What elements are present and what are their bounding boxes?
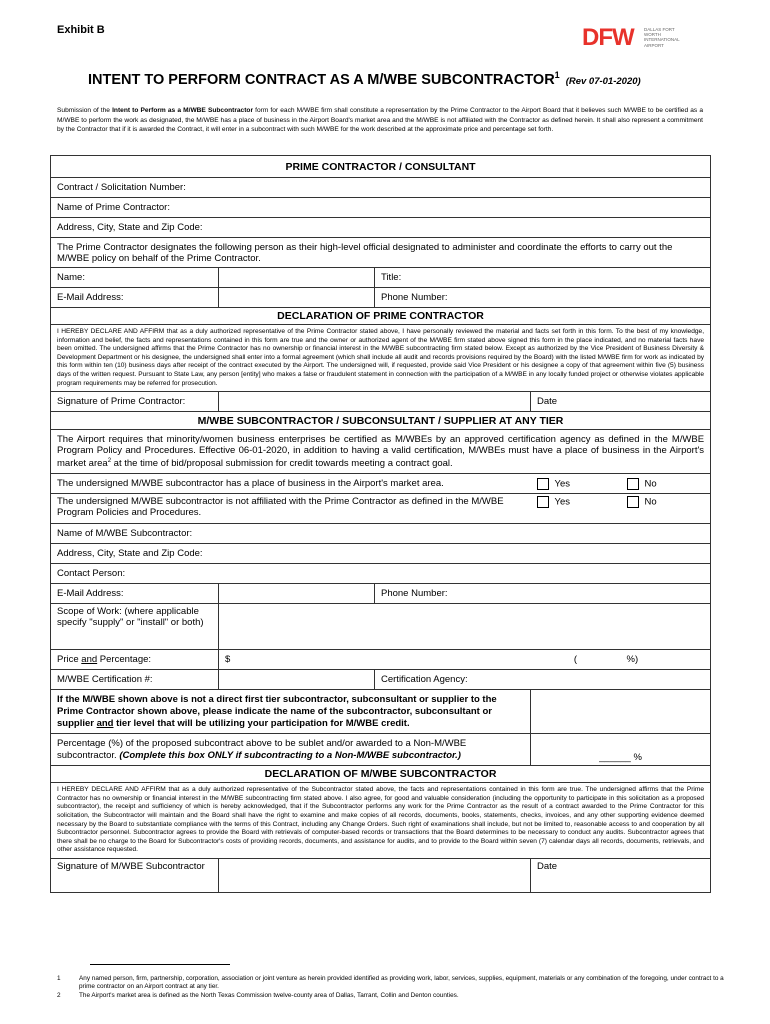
price-label-and: and <box>81 654 98 666</box>
official-title-field[interactable] <box>375 268 711 288</box>
logo-letters: DFW <box>582 24 634 51</box>
cert-number-label: M/WBE Certification #: <box>51 670 219 690</box>
market-yes-label: Yes <box>554 478 570 490</box>
scope-of-work-label: Scope of Work: (where applicable specify "supply" or "install" or both) <box>51 604 219 650</box>
prime-address-label: Address, City, State and Zip Code: <box>57 222 203 233</box>
market-no-checkbox[interactable] <box>627 478 639 490</box>
intro-rest: form for each M/WBE firm shall constitute a representation by the Prime Contractor to the Airport Board that it believes such M/WBE to be certified as a M/WBE to perform the work as designated, the M/WBE has a place of business in the Airport Board's market area and the M/WBE is not affiliated with the Contractor as defined herein. It shall also represent a commitment by the Contractor that if it is awarded the Contract, it will enter in a subcontract with such M/WBE for the work described at the approximate price and percentage set forth. <box>57 107 703 133</box>
market-area-question: The undersigned M/WBE subcontractor has a place of business in the Airport's market area. <box>51 474 531 494</box>
sub-address-field[interactable] <box>51 544 711 564</box>
sub-date-field[interactable] <box>531 858 711 892</box>
contract-number-label: Contract / Solicitation Number: <box>57 182 186 193</box>
affiliation-no[interactable] <box>621 494 711 524</box>
cert-agency-label: Certification Agency: <box>381 674 468 686</box>
percentage-open: ( <box>531 650 621 670</box>
intro-paragraph <box>57 106 703 135</box>
prime-name-field[interactable] <box>51 198 711 218</box>
market-area-yes[interactable] <box>531 474 621 494</box>
sublet-percentage-input[interactable] <box>531 734 711 766</box>
cert-number-input[interactable] <box>219 670 375 690</box>
affiliation-yes[interactable] <box>531 494 621 524</box>
tier-text-a: If the M/WBE shown above is not a direct first tier subcontractor, subconsultant or supplier to the Prime Contractor shown above, please indicate the name of the subcontractor, subconsultant or supplier <box>57 693 497 729</box>
designation-text: The Prime Contractor designates the following person as their high-level official designated to administer and coordinate the efforts to carry out the M/WBE policy on behalf of the Prime Contractor. <box>51 238 711 268</box>
prime-signature-input[interactable] <box>219 392 531 412</box>
prime-declaration-heading: DECLARATION OF PRIME CONTRACTOR <box>51 308 711 325</box>
sub-name-field[interactable] <box>51 524 711 544</box>
prime-date-field[interactable] <box>531 392 711 412</box>
prime-section-heading: PRIME CONTRACTOR / CONSULTANT <box>51 156 711 178</box>
sub-phone-label: Phone Number: <box>381 588 448 600</box>
prime-date-label: Date <box>537 396 558 408</box>
sublet-note: (Complete this box ONLY if subcontracting to a Non-M/WBE subcontractor.) <box>119 749 461 761</box>
tier-text-and: and <box>96 717 114 729</box>
sub-phone-field[interactable] <box>375 584 711 604</box>
official-name-input[interactable] <box>219 268 375 288</box>
scope-of-work-input[interactable] <box>219 604 711 650</box>
prime-phone-label: Phone Number: <box>381 292 448 303</box>
contact-person-field[interactable] <box>51 564 711 584</box>
tier-level-question <box>51 690 531 734</box>
tier-text-b: tier level that will be utilizing your participation for M/WBE credit. <box>113 717 410 729</box>
sub-declaration-heading: DECLARATION OF M/WBE SUBCONTRACTOR <box>51 766 711 783</box>
exhibit-label: Exhibit B <box>57 24 105 36</box>
footnote-1-number: 1 <box>57 975 61 982</box>
affiliation-yes-checkbox[interactable] <box>537 496 549 508</box>
sub-signature-input[interactable] <box>219 858 531 892</box>
form-title-text: INTENT TO PERFORM CONTRACT AS A M/WBE SUBCONTRACTOR <box>88 71 555 88</box>
footnote-2-text: The Airport's market area is defined as the North Texas Commission twelve-county area of Dallas, Tarrant, Collin and Denton counties. <box>79 992 459 999</box>
footnote-divider <box>90 964 230 965</box>
affiliation-question: The undersigned M/WBE subcontractor is not affiliated with the Prime Contractor as defined in the M/WBE Program Policies and Procedures. <box>51 494 531 524</box>
sub-date-label: Date <box>537 860 558 872</box>
sublet-percentage-blank: ______ % <box>599 752 642 764</box>
prime-address-field[interactable] <box>51 218 711 238</box>
sub-section-heading: M/WBE SUBCONTRACTOR / SUBCONSULTANT / SUPPLIER AT ANY TIER <box>51 412 711 430</box>
sub-declaration-text: I HEREBY DECLARE AND AFFIRM that as a duly authorized representative of the Subcontractor stated above, the facts and representations contained in this form are true. The undersigned affirms that the Prime Contractor has no ownership or financial interest in the M/WBE subcontracting firm stated above. I also agree, for good and valuable consideration (including the opportunity to participate in this solicitation as a proposed subcontractor), the receipt and sufficiency of which is hereby acknowledged, that if the Subcontractor performs any work for the Prime Contractor as the result of a contract awarded to the Prime Contractor for this solicitation, the Subcontractor will maintain and the Board shall have the right to examine and make copies of all records, documents, books, statements, checks, invoices, and any other supporting evidence deemed necessary by the Board to substantiate compliance with the terms of this Contract, including any Change Orders. Such right of examinations shall include, but not be limited to, reasonable access to and cooperation by all Subcontractor personnel. Subcontractor agrees to provide the Board with retrievals of computer-based records or transactions that the Board determines to be necessary to conduct any audits. Subcontractor agrees that there shall be no charge to the Board for Subcontractor's costs of providing records, documents, and assistance for audits, and to provide to the Board within seven (7) calendar days all records, documents, retrievals, and other assistance requested. <box>51 783 711 859</box>
certification-info <box>51 430 711 474</box>
contact-person-label: Contact Person: <box>57 568 126 580</box>
contract-number-field[interactable] <box>51 178 711 198</box>
revision-date: (Rev 07-01-2020) <box>565 75 641 87</box>
sub-address-label: Address, City, State and Zip Code: <box>57 548 203 560</box>
logo-subtext: DALLAS FORT WORTH INTERNATIONAL AIRPORT <box>644 27 680 48</box>
prime-phone-field[interactable] <box>375 288 711 308</box>
sublet-percentage-question <box>51 734 531 766</box>
prime-name-label: Name of Prime Contractor: <box>57 202 170 213</box>
price-label-a: Price <box>57 654 82 666</box>
cert-info-b: at the time of bid/proposal submission for credit towards meeting a contract goal. <box>111 458 453 470</box>
affiliation-no-label: No <box>644 496 657 508</box>
sub-signature-label: Signature of M/WBE Subcontractor <box>51 858 219 892</box>
intro-lead: Submission of the <box>57 107 113 114</box>
affiliation-yes-label: Yes <box>554 496 570 508</box>
footnote-2-number: 2 <box>57 992 61 999</box>
prime-declaration-text: I HEREBY DECLARE AND AFFIRM that as a duly authorized representative of the Prime Contractor stated above, I have personally reviewed the material and facts set forth in this form. To the best of my knowledge, information and belief, the facts and representations contained in this form are true and the owner or authorized agent of the M/WBE firm stated above signed this form in the place indicated, and no material facts have been omitted. The undersigned affirms that the Prime Contractor has no ownership or financial interest in the M/WBE subcontracting firm stated below. Except as authorized by the Vice President of Business Diversity & Development Department or his designee, the undersigned shall enter into a formal agreement (which shall include all audit and records provisions required by the Board) with the listed M/WBE firm for work as indicated by this form within ten (10) business days after receipt of the contract executed by the Airport. The undersigned will, if requested, provide said Vice President or his designee a copy of that agreement within five (5) business days of the written request. Pursuant to State Law, any person [entity] who makes a false or fraudulent statement in connection with the participation of a M/WBE in any locally funded project or otherwise violates applicable program requirements may be referred for prosecution. <box>51 325 711 392</box>
price-percentage-label <box>51 650 219 670</box>
contract-form-table <box>50 155 711 893</box>
cert-agency-field[interactable] <box>375 670 711 690</box>
intro-bold: Intent to Perform as a M/WBE Subcontractor <box>112 107 254 114</box>
market-yes-checkbox[interactable] <box>537 478 549 490</box>
official-name-label: Name: <box>51 268 219 288</box>
dfw-logo <box>582 24 692 52</box>
sub-email-label: E-Mail Address: <box>51 584 219 604</box>
cert-info-a: The Airport requires that minority/women business enterprises be certified as M/WBEs by an approved certification agency as defined in the M/WBE Program Policy and Procedures. Effective 06-01-2020, in addition to having a valid certification, M/WBEs must have a place of business in the Airport's market area <box>57 434 705 470</box>
percentage-input[interactable] <box>621 650 711 670</box>
sub-email-input[interactable] <box>219 584 375 604</box>
sub-name-label: Name of M/WBE Subcontractor: <box>57 528 193 540</box>
price-label-b: Percentage: <box>97 654 152 666</box>
title-footnote-ref: 1 <box>554 70 560 80</box>
form-title <box>88 70 641 88</box>
price-input[interactable] <box>219 650 531 670</box>
market-area-no[interactable] <box>621 474 711 494</box>
prime-email-input[interactable] <box>219 288 375 308</box>
affiliation-no-checkbox[interactable] <box>627 496 639 508</box>
prime-signature-label: Signature of Prime Contractor: <box>51 392 219 412</box>
percentage-close: %) <box>626 654 639 666</box>
footnote-1-text: Any named person, firm, partnership, corporation, association or joint venture as herein provided identified as providing work, labor, services, supplies, equipment, materials or any combination of the foregoing, under contract to a prime contractor on an Airport contract at any tier. <box>79 975 724 990</box>
cert-info-footnote-ref: 2 <box>107 458 112 465</box>
tier-level-input[interactable] <box>531 690 711 734</box>
market-no-label: No <box>644 478 657 490</box>
sublet-text: Percentage (%) of the proposed subcontract above to be sublet and/or awarded to a Non-M/WBE subcontractor. <box>57 737 467 761</box>
prime-email-label: E-Mail Address: <box>51 288 219 308</box>
official-title-label: Title: <box>381 272 402 283</box>
dollar-sign: $ <box>225 654 231 666</box>
